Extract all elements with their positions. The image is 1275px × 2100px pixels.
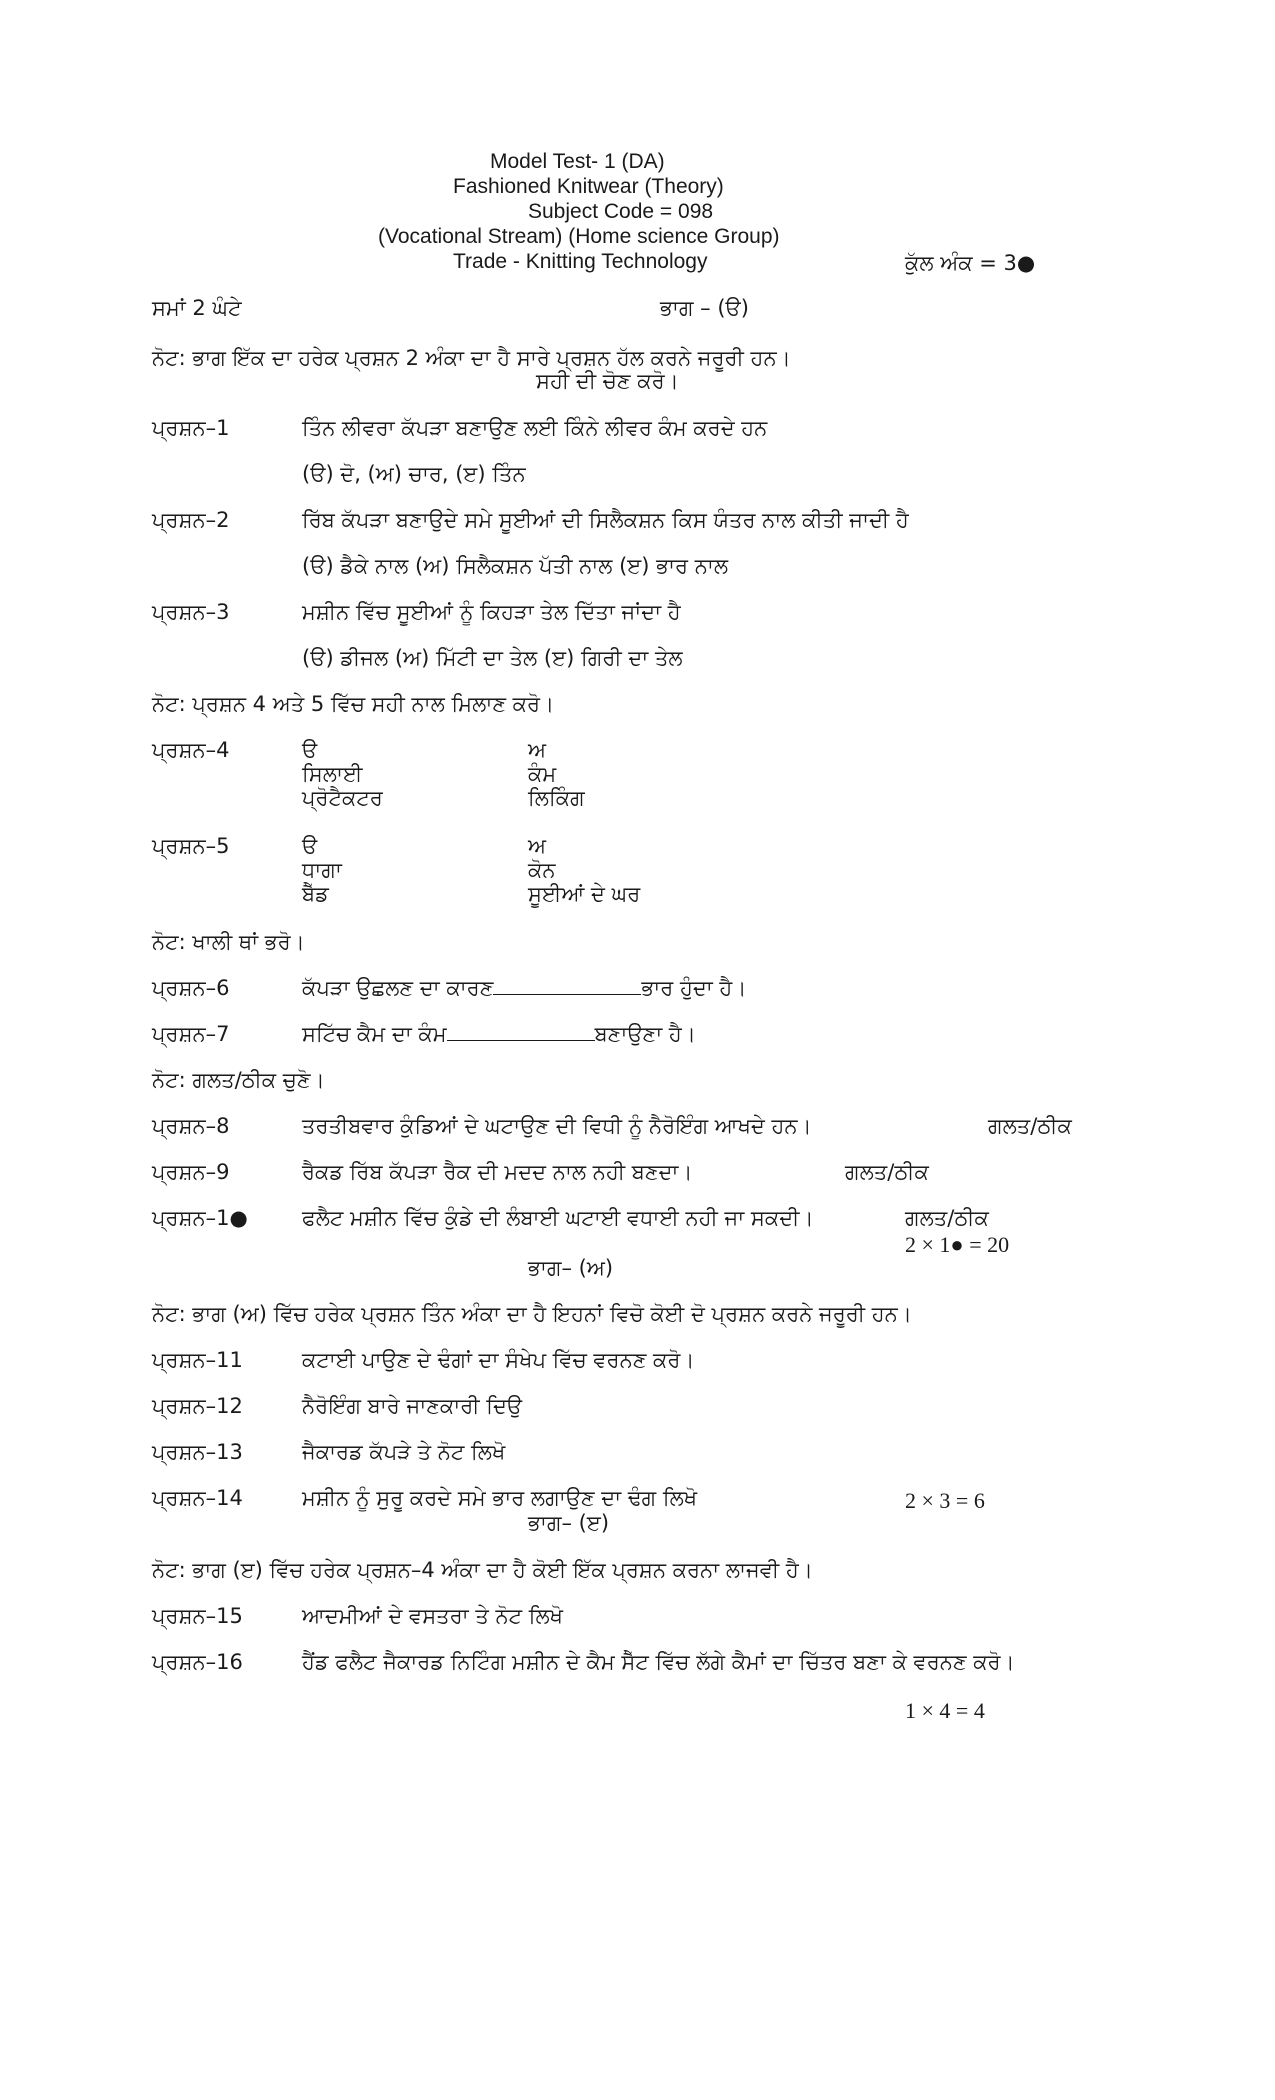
match-col-b-item: ਕੋਨ	[528, 858, 556, 882]
header-line-2: Fashioned Knitwear (Theory)	[453, 175, 724, 198]
question-label: ਪ੍ਰਸ਼ਨ–13	[152, 1440, 243, 1464]
header-line-1: Model Test- 1 (DA)	[490, 150, 665, 173]
question-text-pre: ਕੱਪੜਾ ਉਛਲਣ ਦਾ ਕਾਰਣ	[302, 976, 494, 1000]
question-text: ਰੈਕਡ ਰਿੱਬ ਕੱਪੜਾ ਰੈਕ ਦੀ ਮਦਦ ਨਾਲ ਨਹੀ ਬਣਦਾ।	[302, 1160, 693, 1184]
part-a-title: ਭਾਗ – (ੳ)	[660, 296, 749, 320]
answer-blank[interactable]	[493, 994, 641, 995]
question-text-post: ਬਣਾਉਣਾ ਹੈ।	[594, 1022, 696, 1046]
section-b-marks: 2 × 3 = 6	[905, 1488, 985, 1513]
question-text: ਫਲੈਟ ਮਸ਼ੀਨ ਵਿੱਚ ਕੁੰਡੇ ਦੀ ਲੰਬਾਈ ਘਟਾਈ ਵਧਾਈ ਨਹੀ ਜਾ ਸਕਦੀ।	[302, 1206, 814, 1230]
question-text: ਮਸ਼ੀਨ ਨੂੰ ਸੁਰੂ ਕਰਦੇ ਸਮੇ ਭਾਰ ਲਗਾਉਣ ਦਾ ਢੰਗ ਲਿਖੋ	[302, 1486, 698, 1510]
question-text: ਕਟਾਈ ਪਾਉਣ ਦੇ ਢੰਗਾਂ ਦਾ ਸੰਖੇਪ ਵਿੱਚ ਵਰਨਣ ਕਰੋ।	[302, 1348, 695, 1372]
question-text-post: ਭਾਰ ਹੁੰਦਾ ਹੈ।	[641, 976, 747, 1000]
question-label: ਪ੍ਰਸ਼ਨ–12	[152, 1394, 243, 1418]
match-col-a-item: ਪ੍ਰੋਟੈਕਟਰ	[302, 786, 383, 810]
note-match: ਨੋਟ: ਪ੍ਰਸ਼ਨ 4 ਅਤੇ 5 ਵਿੱਚ ਸਹੀ ਨਾਲ ਮਿਲਾਣ ਕਰੋ।	[152, 692, 555, 716]
question-label: ਪ੍ਰਸ਼ਨ–5	[152, 834, 230, 858]
note-section-b: ਨੋਟ: ਭਾਗ (ਅ) ਵਿੱਚ ਹਰੇਕ ਪ੍ਰਸ਼ਨ ਤਿੰਨ ਅੰਕਾ ਦਾ ਹੈ ਇਹਨਾਂ ਵਿਚੋ ਕੋਈ ਦੋ ਪ੍ਰਸ਼ਨ ਕਰਨੇ ਜਰੂਰੀ ਹਨ।	[152, 1302, 912, 1326]
question-label: ਪ੍ਰਸ਼ਨ–1●	[152, 1206, 248, 1230]
note-choose-correct: ਸਹੀ ਦੀ ਚੋਣ ਕਰੋ।	[536, 369, 679, 393]
match-col-b-item: ਲਿਕਿੰਗ	[528, 786, 585, 810]
question-label: ਪ੍ਰਸ਼ਨ–3	[152, 600, 230, 624]
match-col-a-header: ੳ	[302, 834, 318, 858]
question-options: (ੳ) ਦੋ, (ਅ) ਚਾਰ, (ੲ) ਤਿੰਨ	[302, 462, 526, 486]
true-false-answer: ਗਲਤ/ਠੀਕ	[905, 1206, 989, 1230]
part-c-title: ਭਾਗ– (ੲ)	[528, 1511, 610, 1535]
question-text: ਮਸ਼ੀਨ ਵਿੱਚ ਸੂਈਆਂ ਨੂੰ ਕਿਹੜਾ ਤੇਲ ਦਿੱਤਾ ਜਾਂਦਾ ਹੈ	[302, 600, 681, 624]
answer-blank[interactable]	[447, 1040, 595, 1041]
fill-blank-question	[302, 976, 746, 1001]
question-label: ਪ੍ਰਸ਼ਨ–2	[152, 508, 230, 532]
question-label: ਪ੍ਰਸ਼ਨ–15	[152, 1604, 243, 1628]
total-marks: ਕੁੱਲ ਅੰਕ = 3●	[905, 251, 1036, 275]
question-label: ਪ੍ਰਸ਼ਨ–1	[152, 416, 230, 440]
question-text: ਆਦਮੀਆਂ ਦੇ ਵਸਤਰਾ ਤੇ ਨੋਟ ਲਿਖੋ	[302, 1604, 563, 1628]
question-options: (ੳ) ਡੀਜਲ (ਅ) ਮਿੱਟੀ ਦਾ ਤੇਲ (ੲ) ਗਿਰੀ ਦਾ ਤੇਲ	[302, 646, 683, 670]
note-fill-blanks: ਨੋਟ: ਖਾਲੀ ਥਾਂ ਭਰੋ।	[152, 930, 305, 954]
question-label: ਪ੍ਰਸ਼ਨ–7	[152, 1022, 230, 1046]
match-col-b-header: ਅ	[528, 834, 547, 858]
exam-time: ਸਮਾਂ 2 ਘੰਟੇ	[152, 296, 242, 320]
question-label: ਪ੍ਰਸ਼ਨ–11	[152, 1348, 243, 1372]
part-b-title: ਭਾਗ– (ਅ)	[528, 1256, 614, 1280]
match-col-a-item: ਬੈੱਡ	[302, 882, 329, 906]
question-label: ਪ੍ਰਸ਼ਨ–16	[152, 1650, 243, 1674]
note-section-c: ਨੋਟ: ਭਾਗ (ੲ) ਵਿੱਚ ਹਰੇਕ ਪ੍ਰਸ਼ਨ–4 ਅੰਕਾ ਦਾ ਹੈ ਕੋਈ ਇੱਕ ਪ੍ਰਸ਼ਨ ਕਰਨਾ ਲਾਜਵੀ ਹੈ।	[152, 1558, 813, 1582]
question-label: ਪ੍ਰਸ਼ਨ–6	[152, 976, 230, 1000]
match-col-b-item: ਸੂਈਆਂ ਦੇ ਘਰ	[528, 882, 641, 906]
header-line-3: Subject Code = 098	[528, 200, 714, 223]
question-text: ਜੈਕਾਰਡ ਕੱਪੜੇ ਤੇ ਨੋਟ ਲਿਖੋ	[302, 1440, 506, 1464]
match-col-a-header: ੳ	[302, 738, 318, 762]
question-label: ਪ੍ਰਸ਼ਨ–9	[152, 1160, 230, 1184]
match-col-a-item: ਸਿਲਾਈ	[302, 762, 363, 786]
true-false-answer: ਗਲਤ/ਠੀਕ	[988, 1114, 1072, 1138]
note-section-a: ਨੋਟ: ਭਾਗ ਇੱਕ ਦਾ ਹਰੇਕ ਪ੍ਰਸ਼ਨ 2 ਅੰਕਾ ਦਾ ਹੈ ਸਾਰੇ ਪ੍ਰਸ਼ਨ ਹੱਲ ਕਰਨੇ ਜਰੂਰੀ ਹਨ।	[152, 346, 791, 370]
note-true-false: ਨੋਟ: ਗਲਤ/ਠੀਕ ਚੁਣੋ।	[152, 1068, 325, 1092]
header-line-5: Trade - Knitting Technology	[453, 250, 708, 273]
true-false-answer: ਗਲਤ/ਠੀਕ	[845, 1160, 929, 1184]
question-text: ਨੈਰੋਇੰਗ ਬਾਰੇ ਜਾਣਕਾਰੀ ਦਿਉ	[302, 1394, 523, 1418]
question-text: ਹੈਂਡ ਫਲੈਟ ਜੈਕਾਰਡ ਨਿਟਿੰਗ ਮਸ਼ੀਨ ਦੇ ਕੈਮ ਸੈੱਟ ਵਿੱਚ ਲੱਗੇ ਕੈਮਾਂ ਦਾ ਚਿੱਤਰ ਬਣਾ ਕੇ ਵਰਨਣ ਕਰੋ।	[302, 1650, 1015, 1674]
match-col-b-header: ਅ	[528, 738, 547, 762]
header-line-4: (Vocational Stream) (Home science Group)	[378, 225, 780, 248]
question-options: (ੳ) ਡੈਕੇ ਨਾਲ (ਅ) ਸਿਲੈਕਸ਼ਨ ਪੱਤੀ ਨਾਲ (ੲ) ਭਾਰ ਨਾਲ	[302, 554, 729, 578]
question-label: ਪ੍ਰਸ਼ਨ–4	[152, 738, 230, 762]
question-text: ਤਿੰਨ ਲੀਵਰਾ ਕੱਪੜਾ ਬਣਾਉਣ ਲਈ ਕਿੰਨੇ ਲੀਵਰ ਕੰਮ ਕਰਦੇ ਹਨ	[302, 416, 768, 440]
match-col-b-item: ਕੰਮ	[528, 762, 557, 786]
section-a-marks: 2 × 1● = 20	[905, 1232, 1010, 1257]
fill-blank-question	[302, 1022, 696, 1047]
question-text-pre: ਸਟਿੱਚ ਕੈਮ ਦਾ ਕੰਮ	[302, 1022, 447, 1046]
question-label: ਪ੍ਰਸ਼ਨ–8	[152, 1114, 230, 1138]
question-text: ਰਿੱਬ ਕੱਪੜਾ ਬਣਾਉਦੇ ਸਮੇ ਸੂਈਆਂ ਦੀ ਸਿਲੈਕਸ਼ਨ ਕਿਸ ਯੰਤਰ ਨਾਲ ਕੀਤੀ ਜਾਦੀ ਹੈ	[302, 508, 909, 532]
question-text: ਤਰਤੀਬਵਾਰ ਕੁੰਡਿਆਂ ਦੇ ਘਟਾਉਣ ਦੀ ਵਿਧੀ ਨੂੰ ਨੈਰੋਇੰਗ ਆਖਦੇ ਹਨ।	[302, 1114, 812, 1138]
question-label: ਪ੍ਰਸ਼ਨ–14	[152, 1486, 243, 1510]
match-col-a-item: ਧਾਗਾ	[302, 858, 342, 882]
section-c-marks: 1 × 4 = 4	[905, 1698, 985, 1723]
